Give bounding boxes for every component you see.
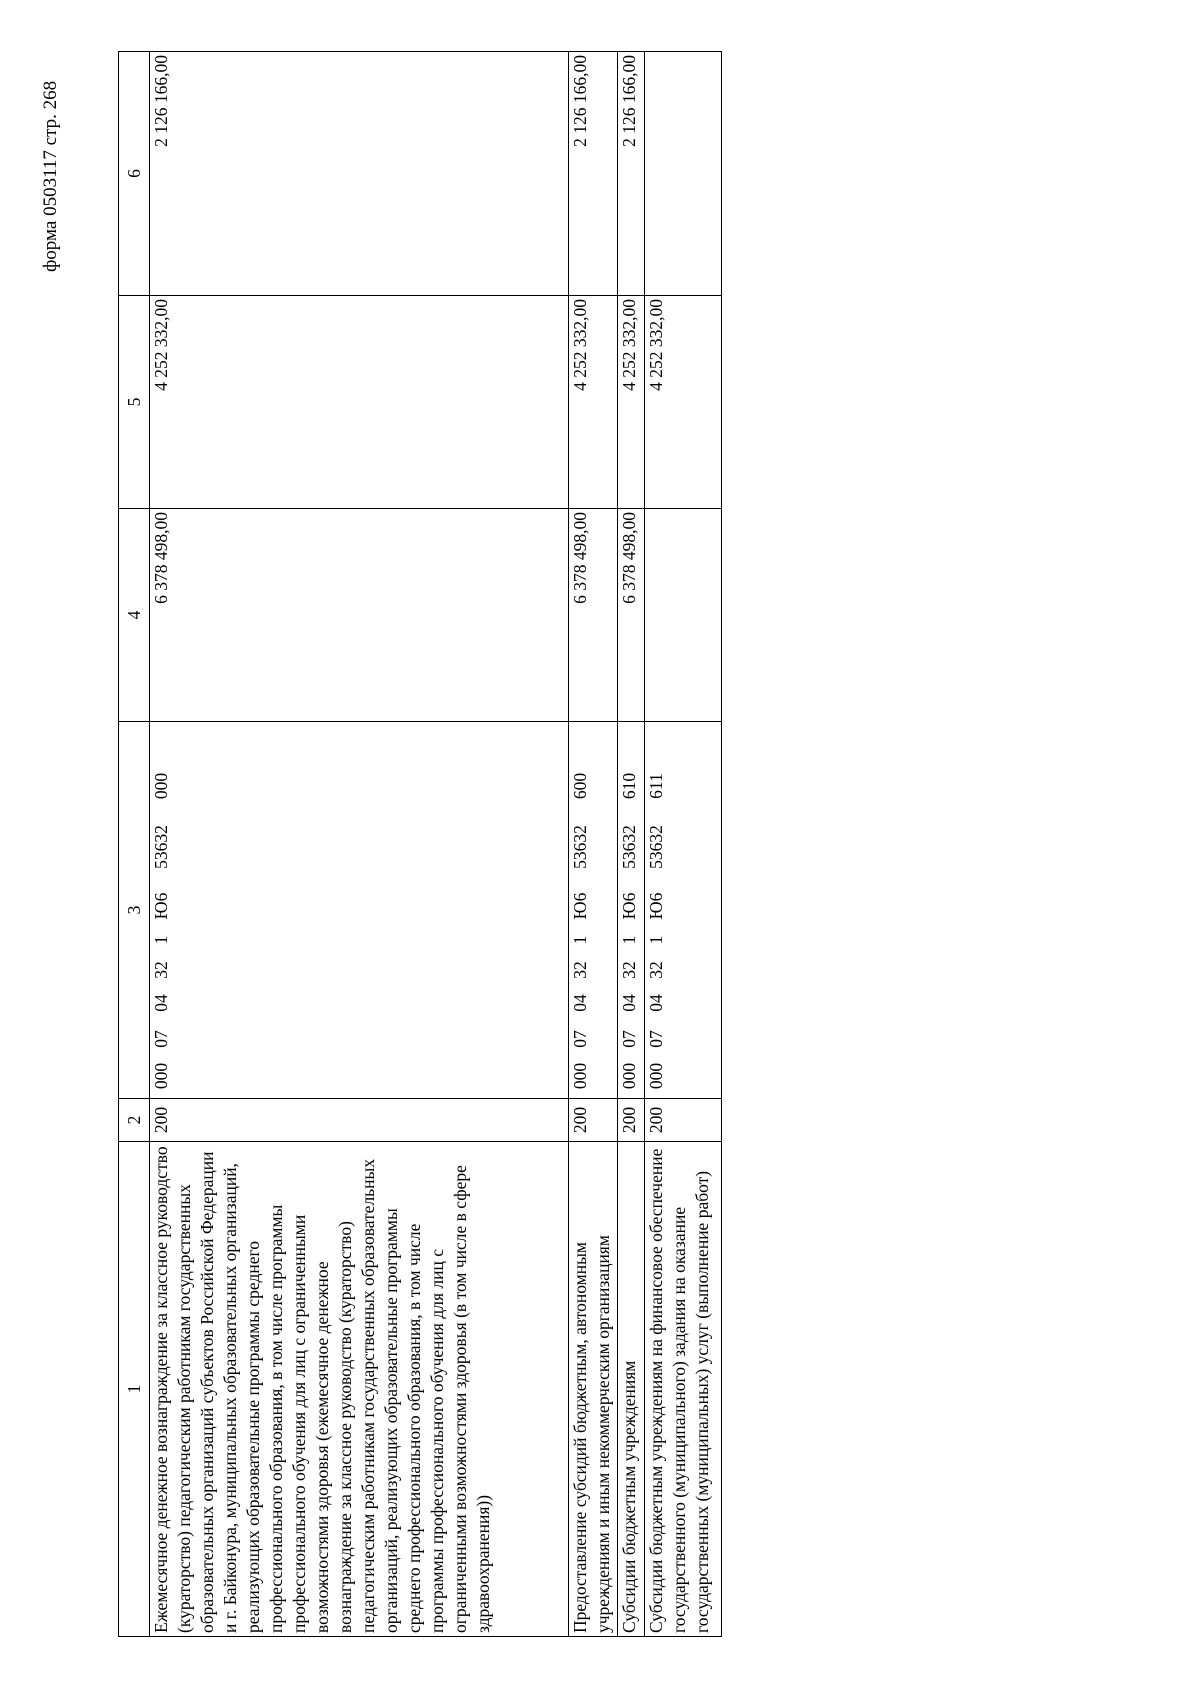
- amount-col-4: 6 378 498,00: [569, 509, 618, 722]
- kbk-part: 04: [646, 994, 666, 1012]
- header-col-6: 6: [119, 52, 150, 296]
- header-col-3: 3: [119, 722, 150, 1099]
- table-row: [645, 52, 722, 1637]
- line-code: 200: [618, 1099, 645, 1142]
- amount-col-4: 6 378 498,00: [150, 509, 569, 722]
- kbk-part: 1: [570, 935, 590, 945]
- report-table: [118, 51, 722, 1637]
- amount-col-5: 4 252 332,00: [150, 296, 569, 509]
- kbk-part: 000: [646, 1062, 666, 1090]
- kbk-part: Ю6: [619, 892, 639, 920]
- kbk-part: 611: [646, 773, 666, 799]
- amount-col-4: [645, 509, 722, 722]
- kbk-part: 53632: [646, 825, 666, 869]
- amount-col-4: 6 378 498,00: [618, 509, 645, 722]
- kbk-part: 07: [151, 1030, 171, 1048]
- line-code: 200: [645, 1099, 722, 1142]
- kbk-part: 600: [570, 772, 590, 800]
- kbk-part: 04: [570, 994, 590, 1012]
- kbk-part: 32: [151, 961, 171, 979]
- kbk-part: 1: [646, 935, 666, 945]
- kbk-part: 000: [151, 772, 171, 800]
- kbk-part: 07: [646, 1030, 666, 1048]
- amount-col-6: 2 126 166,00: [150, 52, 569, 296]
- header-col-1: 1: [119, 1142, 150, 1637]
- kbk-part: 07: [619, 1030, 639, 1048]
- kbk-part: 000: [151, 1062, 171, 1090]
- budget-classification-code: [569, 722, 618, 1099]
- amount-col-6: 2 126 166,00: [569, 52, 618, 296]
- kbk-part: 32: [619, 961, 639, 979]
- kbk-part: 000: [570, 1062, 590, 1090]
- row-name: Субсидии бюджетным учреждениям: [618, 1142, 645, 1637]
- form-reference: форма 0503117 стр. 268: [40, 80, 61, 272]
- amount-col-5: 4 252 332,00: [618, 296, 645, 509]
- line-code: 200: [150, 1099, 569, 1142]
- kbk-part: 53632: [151, 825, 171, 869]
- row-name: Субсидии бюджетным учреждениям на финансовое обеспечение государственного (муниципального) задания на оказание государственных (муниципальных) услуг (выполнение работ): [645, 1142, 722, 1637]
- header-col-4: 4: [119, 509, 150, 722]
- budget-classification-code: [150, 722, 569, 1099]
- header-col-5: 5: [119, 296, 150, 509]
- header-col-2: 2: [119, 1099, 150, 1142]
- kbk-part: 1: [619, 935, 639, 945]
- kbk-part: 04: [151, 994, 171, 1012]
- kbk-part: Ю6: [646, 892, 666, 920]
- kbk-part: 32: [646, 961, 666, 979]
- amount-col-6: 2 126 166,00: [618, 52, 645, 296]
- budget-classification-code: [645, 722, 722, 1099]
- row-name: Предоставление субсидий бюджетным, автономным учреждениям и иным некоммерческим организациям: [569, 1142, 618, 1637]
- kbk-part: Ю6: [151, 892, 171, 920]
- row-name: Ежемесячное денежное вознаграждение за классное руководство (кураторство) педагогическим работникам государственных образовательных организаций субъектов Российской Федерации и г. Байконура, муниципальных образовательных организаций, реализующих образовательные программы среднего профессионального образования, в том числе программы профессионального обучения для лиц с ограниченными возможностями здоровья (ежемесячное денежное вознаграждение за классное руководство (кураторство) педагогическим работникам государственных образовательных организаций, реализующих образовательные программы среднего профессионального образования, в том числе программы профессионального обучения для лиц с ограниченными возможностями здоровья (в том числе в сфере здравоохранения)): [150, 1142, 569, 1637]
- kbk-part: 000: [619, 1062, 639, 1090]
- kbk-part: 32: [570, 961, 590, 979]
- budget-classification-code: [618, 722, 645, 1099]
- line-code: 200: [569, 1099, 618, 1142]
- amount-col-6: [645, 52, 722, 296]
- kbk-part: 53632: [570, 825, 590, 869]
- table-row: [150, 52, 569, 1637]
- kbk-part: 610: [619, 772, 639, 800]
- table-row: [569, 52, 618, 1637]
- amount-col-5: 4 252 332,00: [569, 296, 618, 509]
- kbk-part: 1: [151, 935, 171, 945]
- table-row: [618, 52, 645, 1637]
- kbk-part: 07: [570, 1030, 590, 1048]
- amount-col-5: 4 252 332,00: [645, 296, 722, 509]
- kbk-part: 04: [619, 994, 639, 1012]
- kbk-part: 53632: [619, 825, 639, 869]
- kbk-part: Ю6: [570, 892, 590, 920]
- header-row: [119, 52, 150, 1637]
